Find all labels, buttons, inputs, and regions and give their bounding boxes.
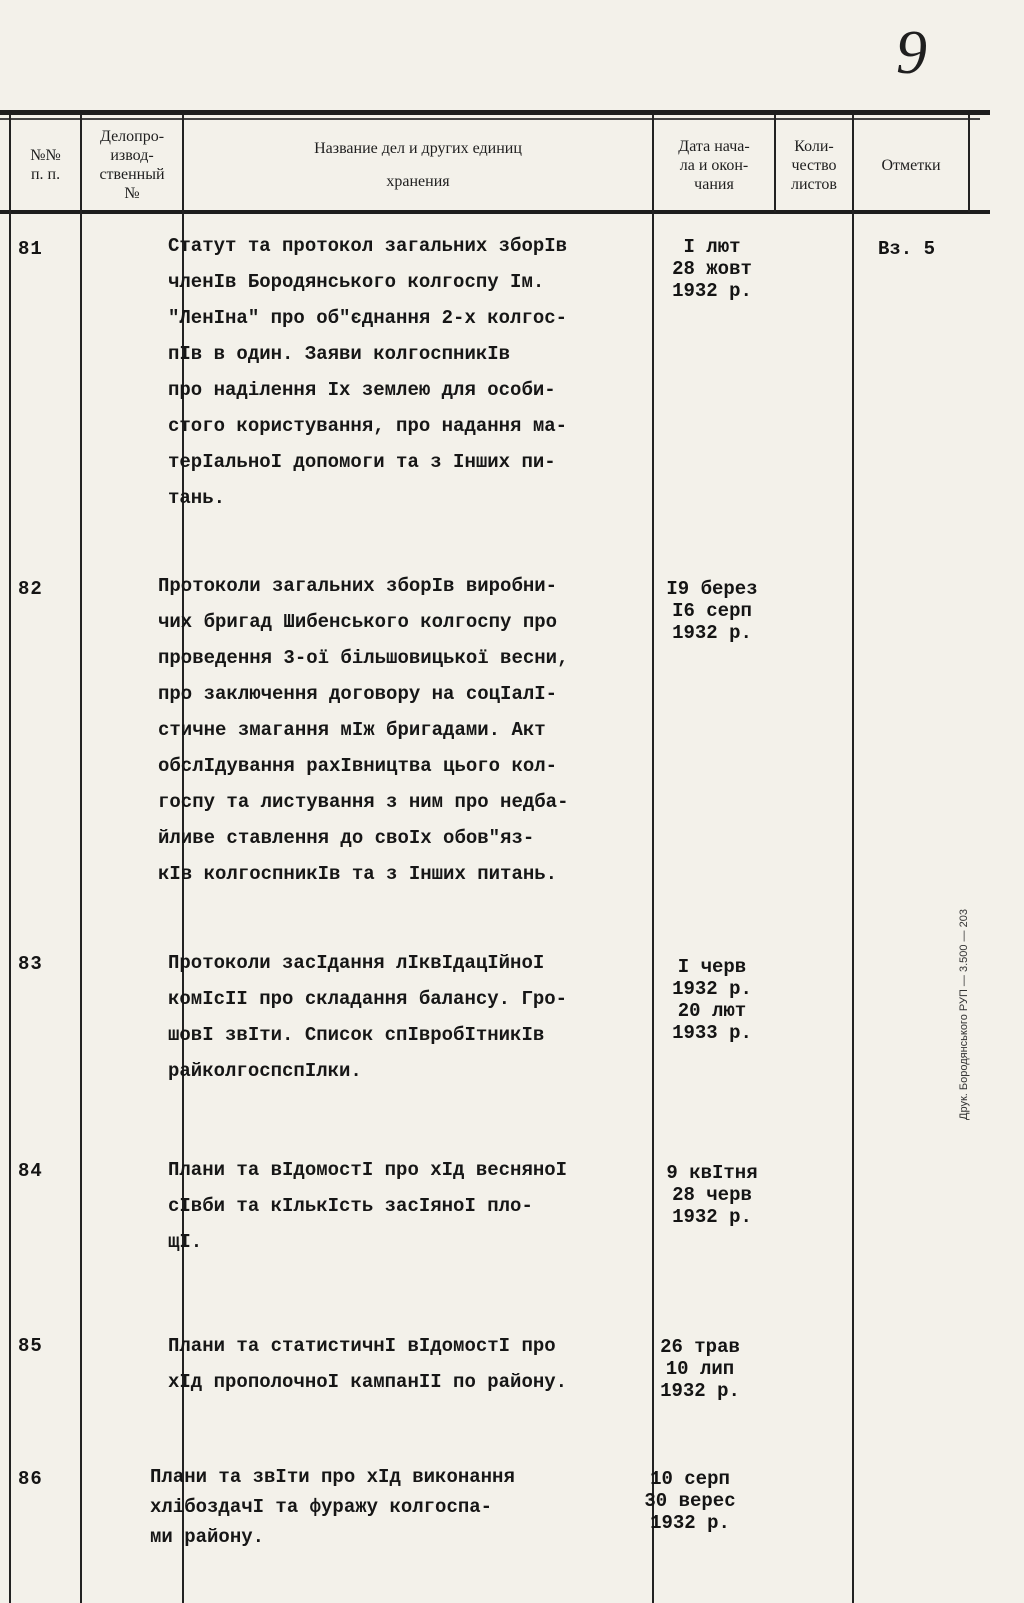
header-text: Коли- xyxy=(794,137,834,155)
header-text: Отметки xyxy=(881,156,941,174)
row-title: Плани та звІти про хІд виконання хлібоздачІ та фуражу колгоспа- ми району. xyxy=(150,1466,515,1548)
row-number: 86 xyxy=(18,1468,43,1490)
header-text: хранения xyxy=(386,173,450,190)
header-text: Дата нача- xyxy=(678,137,750,155)
header-text: листов xyxy=(791,175,837,193)
row-title: Статут та протокол загальних зборІв членІв Бородянського колгоспу Ім. "ЛенІна" про об"єднання 2-х колгос- пІв в один. Заяви колгоспникІв про наділення Іх землею для особи- стого користування, про надання ма- терІальноІ допомоги та з Інших пи- тань. xyxy=(168,235,568,509)
row-number: 82 xyxy=(18,578,43,600)
header-text: извод- xyxy=(110,147,154,164)
header-text: чания xyxy=(694,175,734,193)
row-dates: 26 трав 10 лип 1932 р. xyxy=(660,1336,740,1402)
row-notes: Вз. 5 xyxy=(878,238,936,260)
row-dates: І9 берез І6 серп 1932 р. xyxy=(666,578,758,644)
header-text: Делопро- xyxy=(99,128,165,145)
header-text: Название дел и других единиц xyxy=(314,140,522,157)
header-text: чество xyxy=(791,156,837,174)
table-top-border xyxy=(0,110,990,115)
header-text: № xyxy=(124,185,140,202)
column-divider xyxy=(9,115,11,1603)
header-col-sheets xyxy=(776,120,852,210)
printer-side-stamp: Друк. Бородянського РУП — 3.500 — 203 xyxy=(958,909,970,1120)
header-text: п. п. xyxy=(30,166,61,183)
header-col-dates xyxy=(654,120,774,210)
row-dates: 9 квІтня 28 черв 1932 р. xyxy=(666,1162,758,1228)
header-col-number xyxy=(11,120,80,210)
row-title: Протоколи засІдання лІквІдацІйноІ комІсІІ про складання балансу. Гро- шовІ звІти. Список спІвробІтникІв райколгоспспІлки. xyxy=(168,952,568,1082)
column-divider xyxy=(852,115,854,1603)
header-bottom-border xyxy=(0,210,990,214)
row-dates: І черв 1932 р. 20 лют 1933 р. xyxy=(672,956,752,1044)
column-divider xyxy=(80,115,82,1603)
column-divider xyxy=(968,115,970,212)
row-dates: 10 серп 30 верес 1932 р. xyxy=(644,1468,736,1534)
header-col-office-number xyxy=(82,120,182,210)
header-text: №№ xyxy=(30,147,61,164)
row-title: Плани та статистичнІ вІдомостІ про хІд прополочноІ кампанІІ по району. xyxy=(168,1335,568,1393)
row-title: Протоколи загальних зборІв виробни- чих бригад Шибенського колгоспу про проведення 3-ої більшовицької весни, про заключення договору на соцІалІ- стичне змагання мІж бригадами. Акт обслІдування рахІвництва цього кол- госпу та листування з ним про недба- йливе ставлення до своІх обов"яз- кІв колгоспникІв та з Інших питань. xyxy=(158,575,569,885)
row-number: 81 xyxy=(18,238,43,260)
row-number: 83 xyxy=(18,953,43,975)
row-number: 84 xyxy=(18,1160,43,1182)
header-text: ственный xyxy=(99,166,165,183)
header-col-notes xyxy=(854,120,968,210)
header-col-title xyxy=(184,120,652,210)
row-number: 85 xyxy=(18,1335,43,1357)
header-text: ла и окон- xyxy=(679,156,749,174)
row-dates: І лют 28 жовт 1932 р. xyxy=(672,236,752,302)
row-title: Плани та вІдомостІ про хІд весняноІ сІвби та кІлькІсть засІяноІ пло- щІ. xyxy=(168,1159,568,1253)
page-number: 9 xyxy=(896,19,927,87)
